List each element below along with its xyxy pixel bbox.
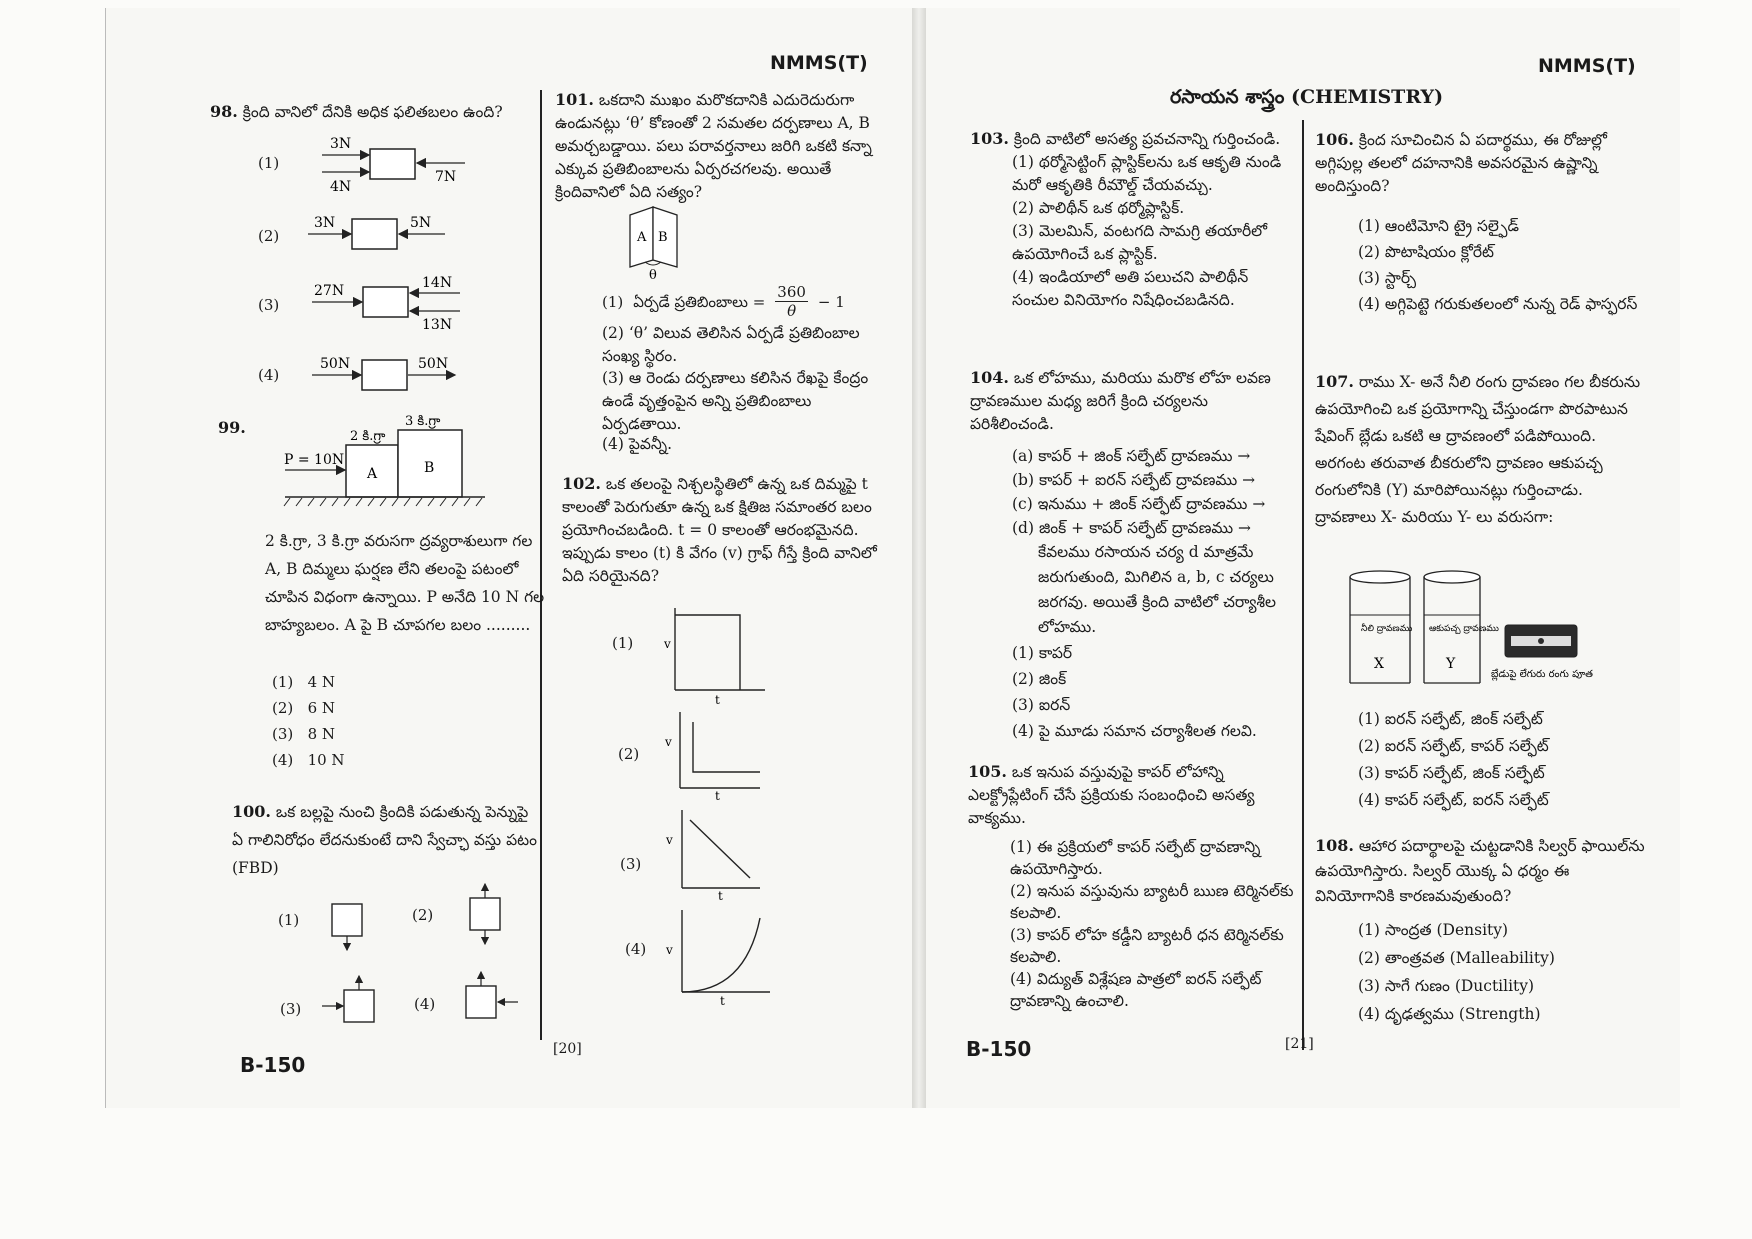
q101-opt2: (2) ‘θ’ విలువ తెలిసిన ఏర్పడే ప్రతిబింబాల సంఖ్య స్థిరం. [602, 324, 860, 365]
q105-text: ఒక ఇనుప వస్తువుపై కాపర్ లోహాన్ని ఎలక్ట్రోప్లేటింగ్ చేసే ప్రక్రియకు సంబంధించి అసత్య వాక్యము. [968, 763, 1255, 827]
q108-opt4: (4) దృఢత్వము (Strength) [1358, 1005, 1541, 1023]
q100-text: ఒక బల్లపై నుంచి క్రిందికి పడుతున్న పెన్నుపై ఏ గాలినిరోధం లేదనుకుంటే దాని స్వేచ్ఛా వస్తు పటం (FBD) [232, 803, 537, 877]
q100-opt1-label: (1) [278, 911, 300, 929]
q98-d3-b: 14N [422, 275, 453, 291]
q98-number: 98. [210, 102, 238, 121]
q101 [555, 88, 875, 204]
svg-text:v: v [665, 735, 672, 749]
q107-number: 107. [1315, 372, 1354, 391]
q107 [1315, 368, 1645, 531]
q98-d1-b: 4N [330, 179, 352, 195]
q104-text: ఒక లోహము, మరియు మరొక లోహ లవణ ద్రావణముల మధ్య జరిగే క్రింది చర్యలను పరిశీలించండి. [970, 369, 1271, 433]
q107-opt2: (2) ఐరన్ సల్ఫేట్, కాపర్ సల్ఫేట్ [1358, 737, 1549, 755]
q98-d4-a: 50N [320, 356, 351, 372]
q100-opt4-label: (4) [414, 995, 436, 1013]
q99-text: 2 కి.గ్రా, 3 కి.గ్రా వరుసగా ద్రవ్యరాశులుగా గల A, B దిమ్మలు ఘర్షణ లేని తలంపై పటంలో చూపిన విధంగా ఉన్నాయి. P అనేది 10 N గల బాహ్యబలం. A పై B చూపగల బలం ......... [265, 532, 545, 634]
q98-d1-a: 3N [330, 136, 352, 152]
q103-opt1: (1) థర్మోసెట్టింగ్ ప్లాస్టిక్‌లను ఒక ఆకృతి నుండి మరో ఆకృతికి రీమౌల్డ్ చేయవచ్చు. [1012, 153, 1282, 194]
mirror-b: B [658, 230, 668, 245]
q103-opt4: (4) ఇండియాలో అతి పలుచని పాలిథీన్ సంచుల వినియోగం నిషేధించబడినది. [1012, 268, 1249, 309]
q105-number: 105. [968, 762, 1007, 781]
q98-d2-b: 5N [410, 215, 432, 231]
q99-opt2: (2) 6 N [272, 699, 335, 717]
q99-force-label: P = 10N [284, 452, 345, 468]
book-gutter [912, 8, 926, 1108]
q104-text2: కేవలము రసాయన చర్య d మాత్రమే జరుగుతుంది, మిగిలిన a, b, c చర్యలు జరగవు. అయితే క్రింది వాటిలో చర్యాశీల లోహము. [1038, 543, 1277, 636]
svg-text:t: t [715, 789, 720, 803]
angle-theta: θ [649, 268, 657, 280]
q103 [970, 127, 1295, 151]
beaker-x-label: నీలి ద్రావణము [1361, 624, 1413, 634]
q100-opt3-label: (3) [280, 1000, 302, 1018]
graph-4 [665, 910, 770, 1008]
q103-text: క్రింది వాటిలో అసత్య ప్రవచనాన్ని గుర్తించండి. [1013, 130, 1281, 148]
q98-d1-c: 7N [435, 169, 457, 185]
q104-reactions [1012, 444, 1297, 540]
chemistry-title: రసాయన శాస్త్రం (CHEMISTRY) [1170, 86, 1444, 108]
q101-number: 101. [555, 90, 594, 109]
q99-mass-b: 3 కి.గ్రా [405, 414, 441, 429]
q104-opt4: (4) పై మూడు సమాన చర్యాశీలత గలవి. [1012, 722, 1257, 740]
svg-text:v: v [666, 833, 673, 847]
q99-number: 99. [218, 418, 246, 437]
q106-opt4: (4) అగ్గిపెట్టె గరుకుతలంలో నున్న రెడ్ ఫాస్ఫరస్ [1358, 295, 1638, 313]
q101-fraction: $\frac{360}{\theta}$ [777, 283, 806, 320]
q99-opt1: (1) 4 N [272, 673, 335, 691]
q104-reaction-b: (b) కాపర్ + ఐరన్ సల్ఫేట్ ద్రావణము → [1012, 471, 1256, 489]
q102 [562, 472, 882, 588]
q106-text: క్రింద సూచించిన ఏ పదార్థము, ఈ రోజుల్లో అగ్గిపుల్ల తలలో దహనానికి అవసరమైన ఉష్ణాన్ని అందిస్తుంది? [1315, 131, 1608, 195]
beaker-y-label: ఆకుపచ్చ ద్రావణము [1429, 624, 1499, 634]
q104-opt3: (3) ఐరన్ [1012, 696, 1071, 714]
q106-opt2: (2) పొటాషియం క్లోరేట్ [1358, 243, 1495, 261]
right-header: NMMS(T) [1538, 55, 1636, 77]
blade-label: బ్లేడుపై లేగురు రంగు పూత [1491, 669, 1593, 680]
q104-reaction-d: (d) జింక్ + కాపర్ సల్ఫేట్ ద్రావణము → [1012, 519, 1252, 537]
svg-text:t: t [715, 693, 720, 707]
q104 [970, 366, 1295, 436]
q103-options [1012, 151, 1297, 312]
q107-opt3: (3) కాపర్ సల్ఫేట్, జింక్ సల్ఫేట్ [1358, 764, 1545, 782]
q103-opt3: (3) మెలమిన్, వంటగది సామగ్రి తయారీలో ఉపయోగించే ఒక ప్లాస్టిక్. [1012, 222, 1268, 263]
q102-text: ఒక తలంపై నిశ్చలస్థితిలో ఉన్న ఒక దిమ్మపై t కాలంతో పెరుగుతూ ఉన్న ఒక క్షితిజ సమాంతర బలం ప్రయోగించబడింది. t = 0 కాలంతో ఆరంభమైనది. ఇప్పుడు కాలం (t) కి వేగం (v) గ్రాఫ్ గీస్తే క్రింది వానిలో ఏది సరియైనది? [562, 475, 877, 585]
beaker-x-id: X [1374, 656, 1384, 672]
q98-d3-a: 27N [314, 283, 345, 299]
q104-options [1012, 640, 1297, 744]
q98-opt4-label: (4) [258, 366, 280, 384]
left-header: NMMS(T) [770, 52, 868, 74]
q104-reaction-a: (a) కాపర్ + జింక్ సల్ఫేట్ ద్రావణము → [1012, 447, 1251, 465]
q105-options [1010, 836, 1298, 1012]
q100-number: 100. [232, 802, 271, 821]
q99-opt4: (4) 10 N [272, 751, 345, 769]
q98-d4-b: 50N [418, 356, 449, 372]
q99-blocks-figure [280, 410, 495, 510]
q106-options [1358, 213, 1643, 317]
q98-force-diagrams [300, 135, 490, 415]
q98-d2-a: 3N [314, 215, 336, 231]
q102-opt3-label: (3) [620, 855, 642, 873]
q98-opt3-label: (3) [258, 296, 280, 314]
fbd-1 [332, 904, 362, 950]
q105-opt4: (4) విద్యుత్ విశ్లేషణ పాత్రలో ఐరన్ సల్ఫేట్ ద్రావణాన్ని ఉంచాలి. [1010, 970, 1262, 1010]
mirror-a: A [637, 230, 647, 245]
column-divider-right [1302, 120, 1304, 1050]
q107-opt1: (1) ఐరన్ సల్ఫేట్, జింక్ సల్ఫేట్ [1358, 710, 1543, 728]
q108 [1315, 833, 1645, 909]
q104-opt1: (1) కాపర్ [1012, 644, 1073, 662]
q105-opt2: (2) ఇనుప వస్తువును బ్యాటరీ ఋణ టెర్మినల్‌కు కలపాలి. [1010, 882, 1294, 922]
q98-opt2-label: (2) [258, 227, 280, 245]
q99-opt3: (3) 8 N [272, 725, 335, 743]
razor-blade [1491, 625, 1593, 681]
right-page-number: [21] [1285, 1036, 1314, 1052]
q99-block-b: B [424, 460, 435, 476]
q105-opt3: (3) కాపర్ లోహ కడ్డీని బ్యాటరీ ధన టెర్మినల్‌కు కలపాలి. [1010, 926, 1284, 966]
q98-d3-c: 13N [422, 317, 453, 333]
q98-diagram-1 [322, 136, 465, 195]
q101-opt4: (4) పైవన్నీ. [602, 435, 673, 453]
q101-mirrors-figure [625, 205, 685, 280]
q106-number: 106. [1315, 130, 1354, 149]
fbd-4 [466, 972, 518, 1018]
q101-opt1: (1) ఏర్పడే ప్రతిబింబాలు = $\frac{360}{\theta}$ − 1 [602, 283, 845, 320]
beaker-x [1350, 571, 1412, 683]
q103-opt2: (2) పాలిథీన్ ఒక థర్మోప్లాస్టిక్. [1012, 199, 1185, 217]
q102-opt2-label: (2) [618, 745, 640, 763]
q101-text: ఒకదాని ముఖం మరొకదానికి ఎదురెదురుగా ఉండునట్లు ‘θ’ కోణంతో 2 సమతల దర్పణాలు A, B అమర్చబడ్డాయి. పలు పరావర్తనాలు జరిగి ఒకటి కన్నా ఎక్కువ ప్రతిబింబాలను ఏర్పరచగలవు. అయితే క్రిందివానిలో ఏది సత్యం? [555, 91, 872, 201]
beaker-y-id: Y [1446, 656, 1456, 672]
q102-number: 102. [562, 474, 601, 493]
q101-opt3: (3) ఆ రెండు దర్పణాలు కలిసిన రేఖపై కేంద్రం ఉండే వృత్తంపైన అన్ని ప్రతిబింబాలు ఏర్పడతాయి. [602, 369, 869, 433]
q103-number: 103. [970, 129, 1009, 148]
q98-opt1-label: (1) [258, 154, 280, 172]
q100-fbd-figures [310, 878, 530, 1028]
graph-1 [663, 608, 765, 707]
q99-mass-a: 2 కి.గ్రా [350, 429, 386, 444]
q107-beakers-figure [1345, 565, 1635, 690]
q102-vt-graphs [660, 600, 780, 1010]
q105 [968, 760, 1296, 830]
svg-text:v: v [666, 943, 673, 957]
q107-opt4: (4) కాపర్ సల్ఫేట్, ఐరన్ సల్ఫేట్ [1358, 791, 1549, 809]
q102-opt1-label: (1) [612, 634, 634, 652]
q108-opt1: (1) సాంద్రత (Density) [1358, 921, 1509, 939]
q108-options [1358, 916, 1643, 1028]
q108-opt2: (2) తాంత్రవత (Malleability) [1358, 949, 1555, 967]
q108-number: 108. [1315, 836, 1354, 855]
q98-text: క్రింది వానిలో దేనికి అధిక ఫలితబలం ఉంది? [242, 103, 503, 121]
q98-diagram-2 [308, 215, 445, 249]
fbd-3 [322, 976, 374, 1022]
q101-opt1-prefix: ఏర్పడే ప్రతిబింబాలు = [633, 292, 766, 311]
right-footer-code: B-150 [966, 1037, 1032, 1061]
left-footer-code: B-150 [240, 1053, 306, 1077]
q100-opt2-label: (2) [412, 906, 434, 924]
graph-3 [665, 810, 760, 903]
svg-text:t: t [718, 889, 723, 903]
q106 [1315, 128, 1645, 198]
q105-opt1: (1) ఈ ప్రక్రియలో కాపర్ సల్ఫేట్ ద్రావణాన్ని ఉపయోగిస్తారు. [1010, 838, 1261, 878]
q99-block-a: A [367, 466, 378, 482]
q108-opt3: (3) సాగే గుణం (Ductility) [1358, 977, 1535, 995]
q98-diagram-4 [312, 356, 455, 390]
svg-text:v: v [664, 637, 671, 651]
q108-text: ఆహార పదార్థాలపై చుట్టడానికి సిల్వర్ ఫాయిల్‌ను ఉపయోగిస్తారు. సిల్వర్ యొక్క ఏ ధర్మం ఈ వినియోగానికి కారణమవుతుంది? [1315, 837, 1645, 905]
beaker-y [1424, 571, 1499, 683]
q98 [210, 100, 530, 124]
left-page-number: [20] [553, 1041, 582, 1057]
q106-opt3: (3) స్టార్చ్ [1358, 269, 1417, 287]
q107-options [1358, 706, 1643, 814]
q104-opt2: (2) జింక్ [1012, 670, 1067, 688]
q106-opt1: (1) ఆంటిమోని ట్రై సల్ఫైడ్ [1358, 217, 1519, 235]
q102-opt4-label: (4) [625, 940, 647, 958]
graph-2 [664, 712, 760, 803]
q100 [232, 798, 542, 882]
svg-text:t: t [720, 994, 725, 1008]
q107-text: రాము X- అనే నీలి రంగు ద్రావణం గల బీకరును ఉపయోగించి ఒక ప్రయోగాన్ని చేస్తుండగా పొరపాటున షేవింగ్ బ్లేడు ఒకటి ఆ ద్రావణంలో పడిపోయింది. అరగంట తరువాత బీకరులోని ద్రావణం ఆకుపచ్చ రంగులోనికి (Y) మారిపోయినట్లు గుర్తించాడు. ద్రావణాలు X- మరియు Y- లు వరుసగా: [1315, 373, 1641, 526]
q104-number: 104. [970, 368, 1009, 387]
q98-diagram-3 [312, 275, 460, 333]
q104-reaction-c: (c) ఇనుము + జింక్ సల్ఫేట్ ద్రావణము → [1012, 495, 1266, 513]
q99-options [272, 669, 345, 773]
fbd-2 [470, 884, 500, 944]
